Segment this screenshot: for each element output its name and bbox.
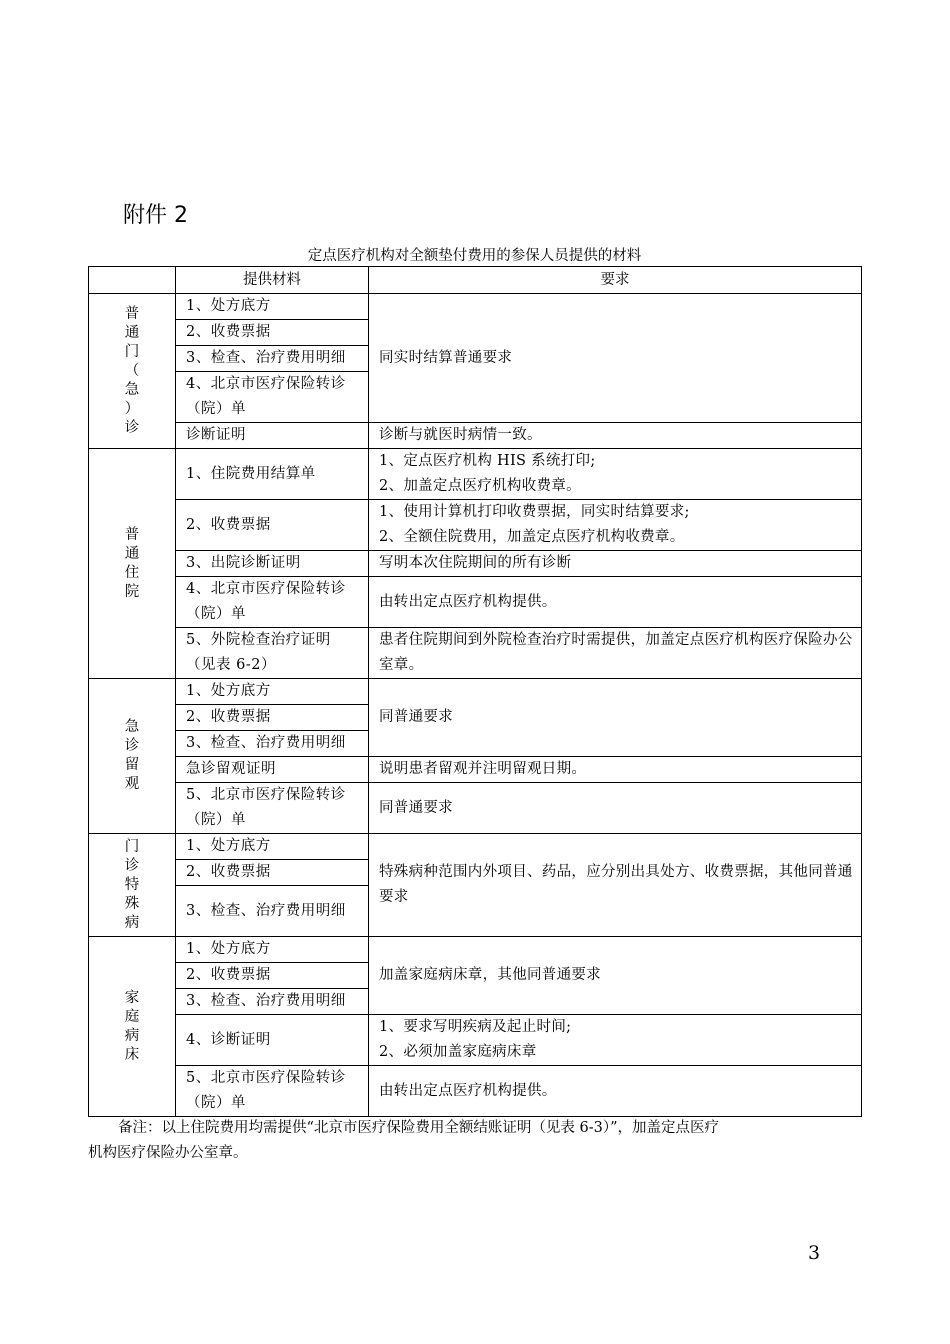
category-char: 殊 bbox=[124, 895, 140, 912]
category-char: 急 bbox=[124, 381, 140, 398]
category-char: 病 bbox=[124, 1027, 140, 1044]
category-char: 住 bbox=[124, 564, 140, 581]
requirement-text: 同实时结算普通要求 bbox=[369, 294, 862, 423]
table-row bbox=[89, 937, 862, 963]
table-caption: 定点医疗机构对全额垫付费用的参保人员提供的材料 bbox=[307, 248, 642, 264]
category-char: 诊 bbox=[124, 419, 140, 436]
category-outpatient bbox=[89, 294, 176, 449]
table-row bbox=[89, 551, 862, 577]
requirement-text: 患者住院期间到外院检查治疗时需提供，加盖定点医疗机构医疗保险办公室章。 bbox=[369, 628, 862, 679]
materials-table bbox=[88, 266, 862, 1117]
list-item: 3、检查、治疗费用明细 bbox=[176, 989, 369, 1015]
table-row bbox=[89, 1066, 862, 1117]
header-requirements: 要求 bbox=[369, 267, 862, 294]
requirement-line: 1、定点医疗机构 HIS 系统打印; bbox=[379, 453, 596, 469]
requirement-cell bbox=[369, 500, 862, 551]
footnote bbox=[88, 1116, 848, 1166]
requirement-text: 加盖家庭病床章，其他同普通要求 bbox=[369, 937, 862, 1015]
category-char: 庭 bbox=[124, 1008, 140, 1025]
table-row bbox=[89, 679, 862, 705]
category-char: 门 bbox=[124, 343, 140, 360]
list-item: 5、外院检查治疗证明（见表 6-2） bbox=[176, 628, 369, 679]
table-row bbox=[89, 449, 862, 500]
list-item: 5、北京市医疗保险转诊（院）单 bbox=[176, 783, 369, 834]
table-row bbox=[89, 577, 862, 628]
header-blank bbox=[89, 267, 176, 294]
table-row bbox=[89, 500, 862, 551]
table-row bbox=[89, 1015, 862, 1066]
list-item: 1、住院费用结算单 bbox=[176, 449, 369, 500]
requirement-line: 2、全额住院费用，加盖定点医疗机构收费章。 bbox=[379, 529, 685, 545]
attachment-label: 附件 2 bbox=[123, 203, 188, 228]
list-item: 4、诊断证明 bbox=[176, 1015, 369, 1066]
table-row bbox=[89, 834, 862, 860]
requirement-text: 同普通要求 bbox=[369, 783, 862, 834]
list-item: 4、北京市医疗保险转诊（院）单 bbox=[176, 577, 369, 628]
list-item: 急诊留观证明 bbox=[176, 757, 369, 783]
category-char: 急 bbox=[124, 719, 140, 735]
table-row bbox=[89, 628, 862, 679]
footnote-line: 机构医疗保险办公室章。 bbox=[88, 1145, 248, 1161]
category-char: 床 bbox=[124, 1046, 140, 1063]
list-item: 2、收费票据 bbox=[176, 963, 369, 989]
requirement-line: 2、加盖定点医疗机构收费章。 bbox=[379, 478, 581, 494]
table-row bbox=[89, 783, 862, 834]
list-item: 1、处方底方 bbox=[176, 834, 369, 860]
requirement-text: 写明本次住院期间的所有诊断 bbox=[369, 551, 862, 577]
category-char: （ bbox=[124, 362, 140, 379]
category-char: 家 bbox=[124, 989, 140, 1006]
table-row bbox=[89, 294, 862, 320]
list-item: 3、检查、治疗费用明细 bbox=[176, 346, 369, 372]
category-char: 院 bbox=[124, 583, 140, 600]
requirement-text: 由转出定点医疗机构提供。 bbox=[369, 1066, 862, 1117]
list-item: 2、收费票据 bbox=[176, 705, 369, 731]
list-item: 4、北京市医疗保险转诊（院）单 bbox=[176, 372, 369, 423]
footnote-line: 备注：以上住院费用均需提供“北京市医疗保险费用全额结账证明（见表 6-3）”，加盖定点医疗 bbox=[118, 1120, 720, 1136]
page-number: 3 bbox=[808, 1242, 821, 1264]
list-item: 3、检查、治疗费用明细 bbox=[176, 731, 369, 757]
header-materials: 提供材料 bbox=[176, 267, 369, 294]
category-char: 诊 bbox=[124, 738, 140, 754]
list-item: 1、处方底方 bbox=[176, 937, 369, 963]
list-item: 2、收费票据 bbox=[176, 860, 369, 886]
requirement-line: 2、必须加盖家庭病床章 bbox=[379, 1044, 537, 1060]
list-item: 3、检查、治疗费用明细 bbox=[176, 886, 369, 937]
requirement-cell bbox=[369, 449, 862, 500]
category-char: 特 bbox=[124, 876, 140, 893]
category-char: 留 bbox=[124, 757, 140, 773]
table-row bbox=[89, 423, 862, 449]
list-item: 3、出院诊断证明 bbox=[176, 551, 369, 577]
requirement-text: 特殊病种范围内外项目、药品，应分别出具处方、收费票据，其他同普通要求 bbox=[369, 834, 862, 937]
category-char: 通 bbox=[124, 545, 140, 562]
list-item: 诊断证明 bbox=[176, 423, 369, 449]
category-char: 病 bbox=[124, 914, 140, 931]
category-char: 诊 bbox=[124, 857, 140, 874]
table-row bbox=[89, 757, 862, 783]
category-special bbox=[89, 834, 176, 937]
requirement-text: 诊断与就医时病情一致。 bbox=[369, 423, 862, 449]
requirement-text: 由转出定点医疗机构提供。 bbox=[369, 577, 862, 628]
category-char: 普 bbox=[124, 526, 140, 543]
category-char: ） bbox=[124, 400, 140, 417]
category-inpatient bbox=[89, 449, 176, 679]
requirement-text: 同普通要求 bbox=[369, 679, 862, 757]
requirement-cell bbox=[369, 1015, 862, 1066]
requirement-line: 1、要求写明疾病及起止时间; bbox=[379, 1019, 572, 1035]
table-header-row bbox=[89, 267, 862, 294]
category-homebed bbox=[89, 937, 176, 1117]
list-item: 2、收费票据 bbox=[176, 500, 369, 551]
category-observation bbox=[89, 679, 176, 834]
requirement-text: 说明患者留观并注明留观日期。 bbox=[369, 757, 862, 783]
category-char: 观 bbox=[124, 776, 140, 792]
category-char: 门 bbox=[124, 838, 140, 855]
requirement-line: 1、使用计算机打印收费票据，同实时结算要求; bbox=[379, 504, 690, 520]
list-item: 5、北京市医疗保险转诊（院）单 bbox=[176, 1066, 369, 1117]
category-char: 通 bbox=[124, 324, 140, 341]
list-item: 1、处方底方 bbox=[176, 294, 369, 320]
list-item: 1、处方底方 bbox=[176, 679, 369, 705]
list-item: 2、收费票据 bbox=[176, 320, 369, 346]
category-char: 普 bbox=[124, 305, 140, 322]
